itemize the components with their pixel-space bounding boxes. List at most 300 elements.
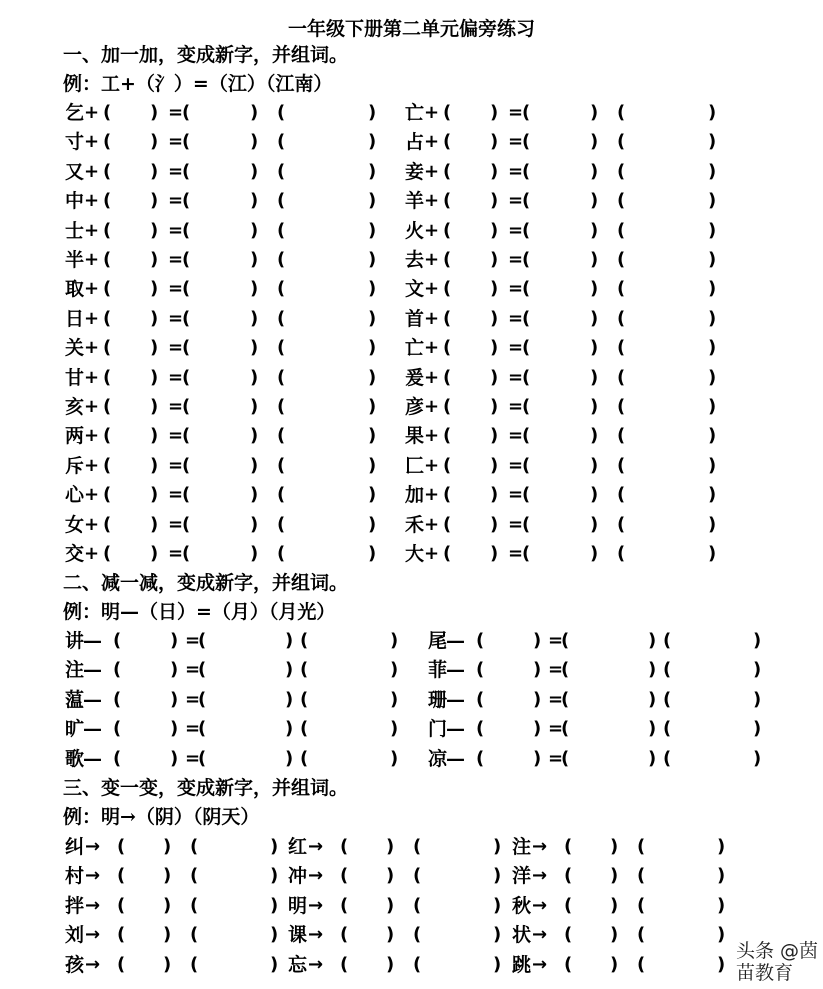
blank-close-paren[interactable]: ): [708, 513, 717, 535]
blank-open-paren[interactable]: (: [663, 630, 672, 651]
blank-close-paren[interactable]: ): [390, 630, 399, 651]
blank-open-paren[interactable]: (: [522, 219, 531, 241]
blank-close-paren[interactable]: ): [590, 337, 599, 359]
blank-close-paren[interactable]: ): [708, 396, 717, 417]
blank-open-paren[interactable]: (: [182, 307, 191, 329]
blank-close-paren[interactable]: ): [610, 865, 619, 887]
blank-open-paren[interactable]: (: [182, 396, 191, 417]
blank-open-paren[interactable]: (: [182, 219, 191, 241]
blank-close-paren[interactable]: ): [590, 249, 599, 270]
blank-close-paren[interactable]: ): [590, 160, 599, 182]
blank-close-paren[interactable]: ): [170, 630, 179, 651]
blank-open-paren[interactable]: (: [182, 131, 191, 153]
blank-open-paren[interactable]: (: [617, 278, 626, 300]
blank-open-paren[interactable]: (: [340, 953, 349, 975]
blank-open-paren[interactable]: (: [182, 454, 191, 476]
blank-open-paren[interactable]: (: [277, 160, 286, 182]
blank-open-paren[interactable]: (: [113, 747, 122, 769]
blank-close-paren[interactable]: ): [390, 718, 399, 740]
blank-close-paren[interactable]: ): [590, 396, 599, 417]
blank-open-paren[interactable]: (: [277, 307, 286, 329]
blank-close-paren[interactable]: ): [490, 425, 499, 447]
blank-open-paren[interactable]: (: [476, 630, 485, 651]
blank-close-paren[interactable]: ): [150, 102, 159, 123]
blank-open-paren[interactable]: (: [443, 366, 452, 388]
blank-close-paren[interactable]: ): [708, 131, 717, 153]
blank-close-paren[interactable]: ): [163, 894, 172, 916]
blank-close-paren[interactable]: ): [150, 425, 159, 447]
blank-open-paren[interactable]: (: [277, 249, 286, 270]
blank-open-paren[interactable]: (: [522, 102, 531, 123]
blank-open-paren[interactable]: (: [277, 454, 286, 476]
blank-close-paren[interactable]: ): [270, 836, 279, 857]
blank-close-paren[interactable]: ): [493, 953, 502, 975]
blank-open-paren[interactable]: (: [564, 894, 573, 916]
blank-close-paren[interactable]: ): [270, 953, 279, 975]
blank-close-paren[interactable]: ): [493, 894, 502, 916]
blank-open-paren[interactable]: (: [522, 278, 531, 300]
blank-close-paren[interactable]: ): [386, 894, 395, 916]
blank-close-paren[interactable]: ): [250, 337, 259, 359]
blank-open-paren[interactable]: (: [617, 160, 626, 182]
blank-open-paren[interactable]: (: [113, 630, 122, 651]
blank-open-paren[interactable]: (: [190, 924, 199, 946]
blank-close-paren[interactable]: ): [648, 688, 657, 710]
blank-close-paren[interactable]: ): [753, 718, 762, 740]
blank-open-paren[interactable]: (: [522, 396, 531, 417]
blank-open-paren[interactable]: (: [277, 484, 286, 506]
blank-close-paren[interactable]: ): [717, 865, 726, 887]
blank-open-paren[interactable]: (: [617, 307, 626, 329]
blank-close-paren[interactable]: ): [270, 924, 279, 946]
blank-close-paren[interactable]: ): [270, 894, 279, 916]
blank-open-paren[interactable]: (: [113, 659, 122, 681]
blank-close-paren[interactable]: ): [533, 630, 542, 651]
blank-close-paren[interactable]: ): [708, 484, 717, 506]
blank-open-paren[interactable]: (: [561, 718, 570, 740]
blank-open-paren[interactable]: (: [522, 337, 531, 359]
blank-open-paren[interactable]: (: [561, 659, 570, 681]
blank-open-paren[interactable]: (: [340, 865, 349, 887]
blank-close-paren[interactable]: ): [490, 484, 499, 506]
blank-close-paren[interactable]: ): [163, 953, 172, 975]
blank-open-paren[interactable]: (: [103, 484, 112, 506]
blank-close-paren[interactable]: ): [368, 278, 377, 300]
blank-close-paren[interactable]: ): [490, 307, 499, 329]
blank-close-paren[interactable]: ): [610, 836, 619, 857]
blank-close-paren[interactable]: ): [648, 718, 657, 740]
blank-close-paren[interactable]: ): [368, 366, 377, 388]
blank-open-paren[interactable]: (: [522, 513, 531, 535]
blank-close-paren[interactable]: ): [590, 366, 599, 388]
blank-close-paren[interactable]: ): [590, 278, 599, 300]
blank-close-paren[interactable]: ): [708, 543, 717, 564]
blank-open-paren[interactable]: (: [617, 454, 626, 476]
blank-close-paren[interactable]: ): [170, 718, 179, 740]
blank-close-paren[interactable]: ): [390, 747, 399, 769]
blank-close-paren[interactable]: ): [490, 249, 499, 270]
blank-open-paren[interactable]: (: [443, 160, 452, 182]
blank-close-paren[interactable]: ): [285, 718, 294, 740]
blank-open-paren[interactable]: (: [277, 425, 286, 447]
blank-open-paren[interactable]: (: [443, 484, 452, 506]
blank-open-paren[interactable]: (: [182, 543, 191, 564]
blank-open-paren[interactable]: (: [103, 160, 112, 182]
blank-open-paren[interactable]: (: [476, 659, 485, 681]
blank-open-paren[interactable]: (: [522, 249, 531, 270]
blank-open-paren[interactable]: (: [617, 396, 626, 417]
blank-close-paren[interactable]: ): [590, 102, 599, 123]
blank-open-paren[interactable]: (: [103, 425, 112, 447]
blank-open-paren[interactable]: (: [198, 659, 207, 681]
blank-open-paren[interactable]: (: [663, 718, 672, 740]
blank-open-paren[interactable]: (: [277, 131, 286, 153]
blank-open-paren[interactable]: (: [117, 894, 126, 916]
blank-open-paren[interactable]: (: [413, 924, 422, 946]
blank-open-paren[interactable]: (: [663, 659, 672, 681]
blank-close-paren[interactable]: ): [386, 924, 395, 946]
blank-close-paren[interactable]: ): [368, 396, 377, 417]
blank-open-paren[interactable]: (: [443, 190, 452, 212]
blank-close-paren[interactable]: ): [708, 278, 717, 300]
blank-open-paren[interactable]: (: [443, 249, 452, 270]
blank-close-paren[interactable]: ): [590, 543, 599, 564]
blank-close-paren[interactable]: ): [708, 219, 717, 241]
blank-open-paren[interactable]: (: [340, 894, 349, 916]
blank-open-paren[interactable]: (: [182, 484, 191, 506]
blank-open-paren[interactable]: (: [103, 190, 112, 212]
blank-close-paren[interactable]: ): [250, 249, 259, 270]
blank-close-paren[interactable]: ): [590, 131, 599, 153]
blank-open-paren[interactable]: (: [443, 513, 452, 535]
blank-open-paren[interactable]: (: [564, 953, 573, 975]
blank-open-paren[interactable]: (: [443, 337, 452, 359]
blank-close-paren[interactable]: ): [150, 219, 159, 241]
blank-close-paren[interactable]: ): [590, 484, 599, 506]
blank-close-paren[interactable]: ): [386, 953, 395, 975]
blank-close-paren[interactable]: ): [590, 190, 599, 212]
blank-close-paren[interactable]: ): [708, 249, 717, 270]
blank-open-paren[interactable]: (: [182, 425, 191, 447]
blank-close-paren[interactable]: ): [250, 396, 259, 417]
blank-open-paren[interactable]: (: [117, 953, 126, 975]
blank-close-paren[interactable]: ): [648, 659, 657, 681]
blank-close-paren[interactable]: ): [150, 160, 159, 182]
blank-close-paren[interactable]: ): [490, 513, 499, 535]
blank-open-paren[interactable]: (: [340, 924, 349, 946]
blank-open-paren[interactable]: (: [637, 924, 646, 946]
blank-open-paren[interactable]: (: [190, 953, 199, 975]
blank-close-paren[interactable]: ): [493, 836, 502, 857]
blank-close-paren[interactable]: ): [490, 160, 499, 182]
blank-open-paren[interactable]: (: [522, 484, 531, 506]
blank-close-paren[interactable]: ): [386, 836, 395, 857]
blank-open-paren[interactable]: (: [103, 102, 112, 123]
blank-open-paren[interactable]: (: [182, 160, 191, 182]
blank-close-paren[interactable]: ): [753, 659, 762, 681]
blank-open-paren[interactable]: (: [522, 160, 531, 182]
blank-close-paren[interactable]: ): [717, 924, 726, 946]
blank-open-paren[interactable]: (: [561, 747, 570, 769]
blank-open-paren[interactable]: (: [103, 396, 112, 417]
blank-close-paren[interactable]: ): [170, 747, 179, 769]
blank-open-paren[interactable]: (: [198, 747, 207, 769]
blank-open-paren[interactable]: (: [522, 454, 531, 476]
blank-close-paren[interactable]: ): [163, 836, 172, 857]
blank-close-paren[interactable]: ): [285, 747, 294, 769]
blank-open-paren[interactable]: (: [413, 836, 422, 857]
blank-close-paren[interactable]: ): [708, 454, 717, 476]
blank-open-paren[interactable]: (: [198, 718, 207, 740]
blank-close-paren[interactable]: ): [590, 425, 599, 447]
blank-open-paren[interactable]: (: [663, 747, 672, 769]
blank-open-paren[interactable]: (: [522, 543, 531, 564]
blank-open-paren[interactable]: (: [443, 219, 452, 241]
blank-open-paren[interactable]: (: [476, 688, 485, 710]
blank-open-paren[interactable]: (: [413, 894, 422, 916]
blank-close-paren[interactable]: ): [490, 396, 499, 417]
blank-open-paren[interactable]: (: [617, 190, 626, 212]
blank-close-paren[interactable]: ): [163, 924, 172, 946]
blank-close-paren[interactable]: ): [368, 454, 377, 476]
blank-open-paren[interactable]: (: [617, 102, 626, 123]
blank-open-paren[interactable]: (: [277, 366, 286, 388]
blank-open-paren[interactable]: (: [103, 249, 112, 270]
blank-open-paren[interactable]: (: [564, 836, 573, 857]
blank-open-paren[interactable]: (: [277, 337, 286, 359]
blank-open-paren[interactable]: (: [561, 630, 570, 651]
blank-close-paren[interactable]: ): [368, 484, 377, 506]
blank-close-paren[interactable]: ): [648, 630, 657, 651]
blank-close-paren[interactable]: ): [250, 484, 259, 506]
blank-open-paren[interactable]: (: [637, 894, 646, 916]
blank-open-paren[interactable]: (: [617, 131, 626, 153]
blank-open-paren[interactable]: (: [198, 688, 207, 710]
blank-close-paren[interactable]: ): [150, 396, 159, 417]
blank-open-paren[interactable]: (: [443, 131, 452, 153]
blank-close-paren[interactable]: ): [368, 425, 377, 447]
blank-open-paren[interactable]: (: [413, 865, 422, 887]
blank-close-paren[interactable]: ): [708, 337, 717, 359]
blank-open-paren[interactable]: (: [340, 836, 349, 857]
blank-close-paren[interactable]: ): [250, 278, 259, 300]
blank-close-paren[interactable]: ): [533, 659, 542, 681]
blank-close-paren[interactable]: ): [390, 688, 399, 710]
blank-close-paren[interactable]: ): [490, 102, 499, 123]
blank-open-paren[interactable]: (: [476, 718, 485, 740]
blank-open-paren[interactable]: (: [103, 307, 112, 329]
blank-open-paren[interactable]: (: [617, 543, 626, 564]
blank-close-paren[interactable]: ): [490, 337, 499, 359]
blank-open-paren[interactable]: (: [117, 924, 126, 946]
blank-close-paren[interactable]: ): [150, 484, 159, 506]
blank-close-paren[interactable]: ): [368, 307, 377, 329]
blank-close-paren[interactable]: ): [170, 659, 179, 681]
blank-open-paren[interactable]: (: [637, 953, 646, 975]
blank-close-paren[interactable]: ): [708, 307, 717, 329]
blank-open-paren[interactable]: (: [277, 513, 286, 535]
blank-open-paren[interactable]: (: [443, 396, 452, 417]
blank-close-paren[interactable]: ): [368, 543, 377, 564]
blank-open-paren[interactable]: (: [117, 836, 126, 857]
blank-close-paren[interactable]: ): [250, 513, 259, 535]
blank-open-paren[interactable]: (: [277, 190, 286, 212]
blank-close-paren[interactable]: ): [490, 454, 499, 476]
blank-close-paren[interactable]: ): [250, 543, 259, 564]
blank-open-paren[interactable]: (: [522, 366, 531, 388]
blank-close-paren[interactable]: ): [708, 160, 717, 182]
blank-open-paren[interactable]: (: [190, 894, 199, 916]
blank-open-paren[interactable]: (: [443, 102, 452, 123]
blank-open-paren[interactable]: (: [277, 396, 286, 417]
blank-open-paren[interactable]: (: [617, 484, 626, 506]
blank-close-paren[interactable]: ): [368, 190, 377, 212]
blank-open-paren[interactable]: (: [561, 688, 570, 710]
blank-open-paren[interactable]: (: [617, 513, 626, 535]
blank-open-paren[interactable]: (: [103, 543, 112, 564]
blank-close-paren[interactable]: ): [490, 219, 499, 241]
blank-open-paren[interactable]: (: [300, 718, 309, 740]
blank-open-paren[interactable]: (: [522, 307, 531, 329]
blank-open-paren[interactable]: (: [103, 219, 112, 241]
blank-open-paren[interactable]: (: [190, 865, 199, 887]
blank-close-paren[interactable]: ): [368, 160, 377, 182]
blank-close-paren[interactable]: ): [490, 366, 499, 388]
blank-open-paren[interactable]: (: [522, 425, 531, 447]
blank-open-paren[interactable]: (: [300, 630, 309, 651]
blank-close-paren[interactable]: ): [285, 688, 294, 710]
blank-open-paren[interactable]: (: [476, 747, 485, 769]
blank-open-paren[interactable]: (: [277, 278, 286, 300]
blank-close-paren[interactable]: ): [590, 219, 599, 241]
blank-close-paren[interactable]: ): [533, 688, 542, 710]
blank-close-paren[interactable]: ): [708, 102, 717, 123]
blank-close-paren[interactable]: ): [493, 865, 502, 887]
blank-close-paren[interactable]: ): [250, 366, 259, 388]
blank-open-paren[interactable]: (: [300, 659, 309, 681]
blank-close-paren[interactable]: ): [590, 454, 599, 476]
blank-open-paren[interactable]: (: [443, 278, 452, 300]
blank-close-paren[interactable]: ): [270, 865, 279, 887]
blank-close-paren[interactable]: ): [163, 865, 172, 887]
blank-open-paren[interactable]: (: [617, 249, 626, 270]
blank-close-paren[interactable]: ): [250, 425, 259, 447]
blank-close-paren[interactable]: ): [610, 894, 619, 916]
blank-open-paren[interactable]: (: [113, 718, 122, 740]
blank-close-paren[interactable]: ): [610, 924, 619, 946]
blank-close-paren[interactable]: ): [368, 249, 377, 270]
blank-close-paren[interactable]: ): [493, 924, 502, 946]
blank-close-paren[interactable]: ): [150, 543, 159, 564]
blank-close-paren[interactable]: ): [533, 718, 542, 740]
blank-close-paren[interactable]: ): [490, 190, 499, 212]
blank-close-paren[interactable]: ): [150, 337, 159, 359]
blank-open-paren[interactable]: (: [617, 337, 626, 359]
blank-open-paren[interactable]: (: [413, 953, 422, 975]
blank-open-paren[interactable]: (: [522, 190, 531, 212]
blank-close-paren[interactable]: ): [368, 337, 377, 359]
blank-close-paren[interactable]: ): [753, 747, 762, 769]
blank-open-paren[interactable]: (: [103, 337, 112, 359]
blank-close-paren[interactable]: ): [590, 513, 599, 535]
blank-open-paren[interactable]: (: [637, 836, 646, 857]
blank-close-paren[interactable]: ): [250, 454, 259, 476]
blank-open-paren[interactable]: (: [564, 924, 573, 946]
blank-open-paren[interactable]: (: [182, 366, 191, 388]
blank-close-paren[interactable]: ): [708, 190, 717, 212]
blank-close-paren[interactable]: ): [150, 278, 159, 300]
blank-close-paren[interactable]: ): [368, 131, 377, 153]
blank-close-paren[interactable]: ): [250, 102, 259, 123]
blank-close-paren[interactable]: ): [753, 688, 762, 710]
blank-open-paren[interactable]: (: [117, 865, 126, 887]
blank-close-paren[interactable]: ): [490, 543, 499, 564]
blank-close-paren[interactable]: ): [490, 278, 499, 300]
blank-open-paren[interactable]: (: [190, 836, 199, 857]
blank-close-paren[interactable]: ): [717, 894, 726, 916]
blank-close-paren[interactable]: ): [250, 219, 259, 241]
blank-open-paren[interactable]: (: [182, 190, 191, 212]
blank-open-paren[interactable]: (: [198, 630, 207, 651]
blank-open-paren[interactable]: (: [443, 454, 452, 476]
blank-close-paren[interactable]: ): [250, 307, 259, 329]
blank-close-paren[interactable]: ): [648, 747, 657, 769]
blank-open-paren[interactable]: (: [300, 747, 309, 769]
blank-close-paren[interactable]: ): [717, 836, 726, 857]
blank-open-paren[interactable]: (: [277, 543, 286, 564]
blank-close-paren[interactable]: ): [717, 953, 726, 975]
blank-close-paren[interactable]: ): [150, 513, 159, 535]
blank-close-paren[interactable]: ): [390, 659, 399, 681]
blank-open-paren[interactable]: (: [113, 688, 122, 710]
blank-close-paren[interactable]: ): [150, 307, 159, 329]
blank-close-paren[interactable]: ): [386, 865, 395, 887]
blank-open-paren[interactable]: (: [663, 688, 672, 710]
blank-close-paren[interactable]: ): [150, 454, 159, 476]
blank-close-paren[interactable]: ): [368, 513, 377, 535]
blank-open-paren[interactable]: (: [103, 454, 112, 476]
blank-open-paren[interactable]: (: [277, 102, 286, 123]
blank-open-paren[interactable]: (: [522, 131, 531, 153]
blank-close-paren[interactable]: ): [708, 366, 717, 388]
blank-open-paren[interactable]: (: [617, 366, 626, 388]
blank-open-paren[interactable]: (: [103, 513, 112, 535]
blank-close-paren[interactable]: ): [150, 366, 159, 388]
blank-close-paren[interactable]: ): [150, 131, 159, 153]
blank-close-paren[interactable]: ): [490, 131, 499, 153]
blank-open-paren[interactable]: (: [300, 688, 309, 710]
blank-close-paren[interactable]: ): [250, 190, 259, 212]
blank-close-paren[interactable]: ): [610, 953, 619, 975]
blank-open-paren[interactable]: (: [103, 131, 112, 153]
blank-close-paren[interactable]: ): [753, 630, 762, 651]
blank-close-paren[interactable]: ): [590, 307, 599, 329]
blank-close-paren[interactable]: ): [533, 747, 542, 769]
blank-open-paren[interactable]: (: [637, 865, 646, 887]
blank-open-paren[interactable]: (: [182, 249, 191, 270]
blank-close-paren[interactable]: ): [708, 425, 717, 447]
blank-open-paren[interactable]: (: [443, 543, 452, 564]
blank-open-paren[interactable]: (: [103, 278, 112, 300]
blank-open-paren[interactable]: (: [182, 102, 191, 123]
blank-open-paren[interactable]: (: [564, 865, 573, 887]
blank-open-paren[interactable]: (: [443, 425, 452, 447]
blank-close-paren[interactable]: ): [250, 160, 259, 182]
blank-close-paren[interactable]: ): [285, 659, 294, 681]
blank-close-paren[interactable]: ): [150, 190, 159, 212]
blank-close-paren[interactable]: ): [150, 249, 159, 270]
blank-open-paren[interactable]: (: [182, 337, 191, 359]
